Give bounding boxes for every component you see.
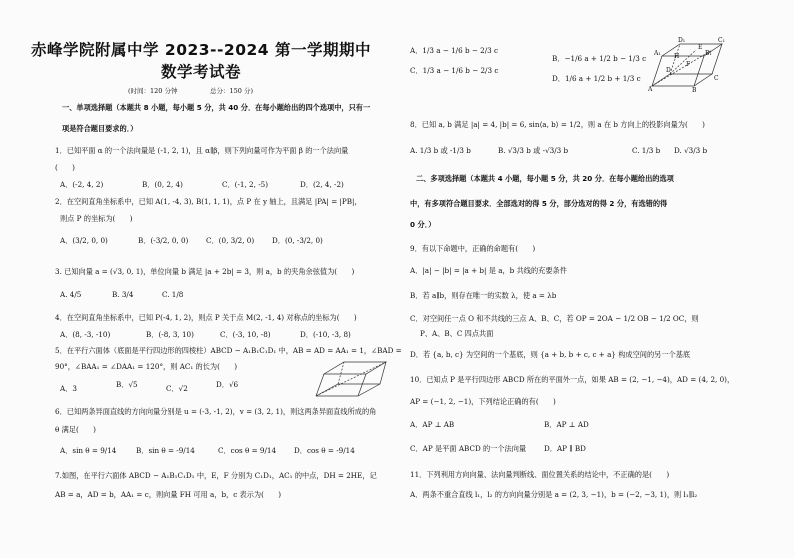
q4-option-b[interactable]: B．(-8, 3, 10): [146, 330, 194, 339]
q8-option-a[interactable]: A. 1/3 b 或 -1/3 b: [410, 146, 471, 155]
q5-option-a[interactable]: A．3: [60, 384, 77, 393]
q3-option-a[interactable]: A. 4/5: [60, 290, 82, 299]
q5-option-d[interactable]: D．√6: [216, 380, 239, 389]
q5-option-b[interactable]: B．√5: [116, 380, 138, 389]
fig-label-c1: C₁: [718, 37, 725, 44]
q9-option-d[interactable]: D．若 {a, b, c} 为空间的一个基底，则 {a + b, b + c, c + a} 构成空间的另一个基底: [410, 350, 691, 359]
q8-option-b[interactable]: B. √3/3 b 或 -√3/3 b: [498, 146, 569, 155]
q7-option-b[interactable]: B．−1/6 a + 1/2 b − 1/3 c: [552, 54, 647, 63]
q1-stem: 1．已知平面 α 的一个法向量是 (-1, 2, 1)，且 α∥β，则下列向量可作为平面 β 的一个法向量: [55, 146, 349, 155]
q9-stem: 9．有以下命题中，正确的命题有( ): [410, 244, 536, 253]
q9-option-c[interactable]: C．对空间任一点 O 和不共线的三点 A、B、C，若 OP = 2OA − 1/2 OB − 1/2 OC，则: [410, 314, 699, 323]
fig-label-c: C: [714, 75, 719, 82]
fig-label-b1: B₁: [705, 50, 712, 57]
fig-label-d1: D₁: [678, 37, 686, 44]
q1-stem-cont: ( ): [55, 163, 75, 172]
q7-parallelepiped-figure: [648, 36, 726, 92]
q9-option-c-cont: P、A、B、C 四点共面: [420, 329, 494, 338]
q1-option-d[interactable]: D．(2, 4, -2): [300, 180, 344, 189]
q3-option-c[interactable]: C. 1/8: [162, 290, 184, 299]
fig-label-a1: A₁: [654, 50, 661, 57]
q9-option-b[interactable]: B．若 a∥b，则存在唯一的实数 λ，使 a = λb: [410, 291, 557, 300]
section1-heading-cont: 项是符合题目要求的．）: [62, 124, 138, 133]
q9-option-a[interactable]: A．|a| − |b| = |a + b| 是 a，b 共线的充要条件: [410, 266, 567, 275]
q4-option-d[interactable]: D．(-10, -3, 8): [300, 330, 351, 339]
q8-option-c[interactable]: C. 1/3 b: [632, 146, 661, 155]
q3-option-b[interactable]: B. 3/4: [112, 290, 134, 299]
exam-subtitle: 数学考试卷: [160, 63, 241, 81]
q10-option-a[interactable]: A．AP ⊥ AB: [410, 420, 455, 429]
q2-option-c[interactable]: C．(0, 3/2, 0): [206, 236, 255, 245]
fig-label-f: F: [686, 61, 691, 68]
q6-option-c[interactable]: C．cos θ = 9/14: [218, 446, 277, 455]
q6-stem-cont: θ 满足( ): [55, 425, 96, 434]
exam-title: 赤峰学院附属中学 2023--2024 第一学期期中: [31, 41, 371, 59]
q6-option-a[interactable]: A．sin θ = 9/14: [60, 446, 117, 455]
section2-heading: 二、多项选择题（本题共 4 小题，每小题 5 分，共 20 分．在每小题给出的选项: [416, 174, 674, 183]
section2-heading-end: 0 分．）: [410, 220, 436, 229]
q1-option-c[interactable]: C．(-1, 2, -5): [222, 180, 269, 189]
q5-option-c[interactable]: C．√2: [166, 384, 188, 393]
q5-stem: 5．在平行六面体（底面是平行四边形的四棱柱）ABCD − A₁B₁C₁D₁ 中，AB = AD = AA₁ = 1，∠BAD =: [55, 346, 402, 355]
q3-stem: 3. 已知向量 a = (√3, 0, 1)，单位向量 b 满足 |a + 2b| = 3，则 a，b 的夹角余弦值为( ): [55, 267, 355, 276]
q7-option-d[interactable]: D．1/6 a + 1/2 b + 1/3 c: [552, 74, 641, 83]
q7-option-a[interactable]: A．1/3 a − 1/6 b − 2/3 c: [410, 46, 499, 55]
q10-stem: 10．已知点 P 是平行四边形 ABCD 所在的平面外一点，如果 AB = (2, −1, −4)，AD = (4, 2, 0)，: [410, 375, 735, 384]
q7-stem: 7.如图，在平行六面体 ABCD − A₁B₁C₁D₁ 中，E，F 分别为 C₁D₁，AC₁ 的中点，DH = 2HE，记: [55, 471, 377, 480]
q7-stem-cont: AB = a，AD = b，AA₁ = c，则向量 FH 可用 a，b，c 表示为( ): [55, 490, 282, 499]
q4-stem: 4．在空间直角坐标系中，已知 P(-4, 1, 2)，则点 P 关于点 M(2, -1, 4) 对称点的坐标为( ): [55, 313, 357, 322]
fig-label-d: D: [666, 67, 671, 74]
fig-label-b: B: [692, 87, 697, 92]
q2-option-a[interactable]: A．(3/2, 0, 0): [60, 236, 108, 245]
q2-option-d[interactable]: D．(0, -3/2, 0): [272, 236, 323, 245]
q2-stem: 2．在空间直角坐标系中，已知 A(1, -4, 3), B(1, 1, 1)，点 P 在 y 轴上，且满足 |PA| = |PB|，: [55, 197, 362, 206]
fig-label-a: A: [648, 86, 653, 92]
q7-option-c[interactable]: C．1/3 a − 1/6 b − 2/3 c: [410, 66, 499, 75]
q4-option-a[interactable]: A．(8, -3, -10): [60, 330, 111, 339]
q1-option-a[interactable]: A．(-2, 4, 2): [60, 180, 104, 189]
q10-option-c[interactable]: C．AP 是平面 ABCD 的一个法向量: [410, 444, 527, 453]
q2-option-b[interactable]: B．(-3/2, 0, 0): [138, 236, 189, 245]
right-column: [402, 0, 794, 558]
q10-stem-cont: AP = (−1, 2, −1)，下列结论正确的有( ): [410, 397, 556, 406]
q5-stem-cont: 90°，∠BAA₁ = ∠DAA₁ = 120°，则 AC₁ 的长为( ): [55, 362, 238, 371]
q8-option-d[interactable]: D. √3/3 b: [674, 146, 708, 155]
q10-option-d[interactable]: D．AP ∥ BD: [544, 444, 586, 453]
q1-option-b[interactable]: B．(0, 2, 4): [142, 180, 183, 189]
q10-option-b[interactable]: B．AP ⊥ AD: [544, 420, 589, 429]
fig-label-h: H: [674, 53, 680, 60]
parallelepiped-figure: [310, 356, 388, 402]
section1-heading: 一、单项选择题（本题共 8 小题，每小题 5 分，共 40 分．在每小题给出的四个选项中，只有一: [62, 103, 371, 112]
exam-info: (时间：120 分钟 总分：150 分): [128, 87, 254, 95]
q6-option-b[interactable]: B．sin θ = -9/14: [136, 446, 195, 455]
q8-stem: 8．已知 a, b 满足 |a| = 4, |b| = 6, sin⟨a, b⟩ = 1/2，则 a 在 b 方向上的投影向量为( ): [410, 120, 705, 129]
q6-stem: 6．已知两条异面直线的方向向量分别是 u = (-3, -1, 2)，v = (3, 2, 1)，则这两条异面直线所成的角: [55, 407, 377, 416]
section2-heading-cont: 中，有多项符合题目要求．全部选对的得 5 分，部分选对的得 2 分，有选错的得: [410, 199, 668, 208]
q6-option-d[interactable]: D．cos θ = -9/14: [294, 446, 355, 455]
q4-option-c[interactable]: C．(-3, 10, -8): [220, 330, 271, 339]
q11-stem: 11．下列利用方向向量、法向量判断线、面位置关系的结论中，不正确的是( ): [410, 470, 670, 479]
fig-label-e: E: [698, 44, 703, 51]
q11-option-a[interactable]: A．两条不重合直线 l₁，l₂ 的方向向量分别是 a = (2, 3, −1)，b = (−2, −3, 1)，则 l₁∥l₂: [410, 490, 698, 499]
q2-stem-cont: 则点 P 的坐标为( ): [60, 214, 133, 223]
